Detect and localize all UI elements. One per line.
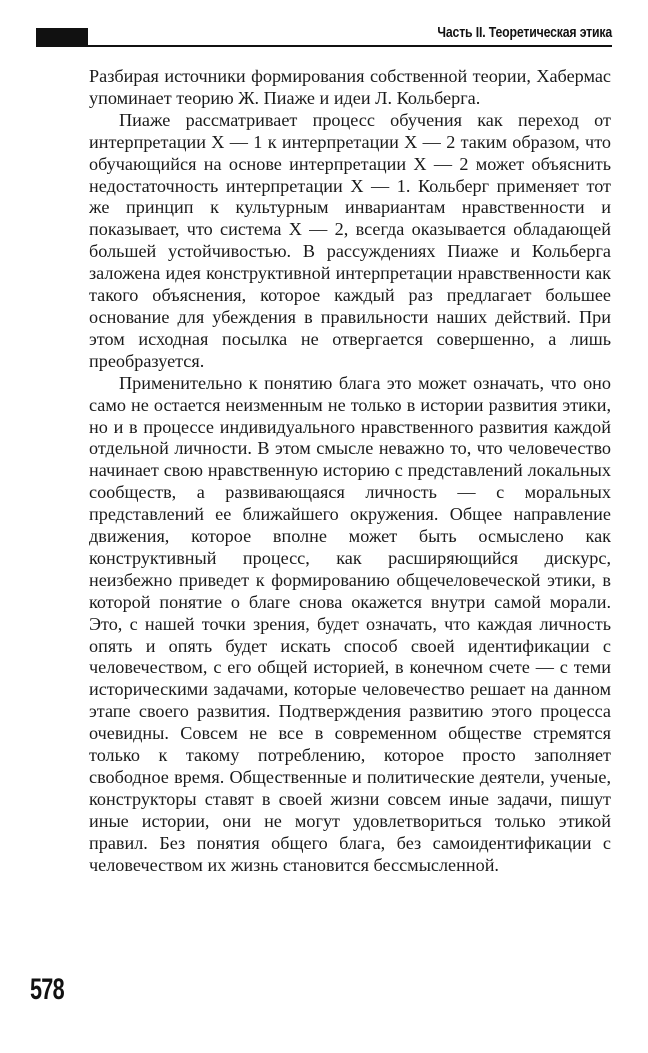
paragraph-2: Пиаже рассматривает процесс обучения как переход от интерпретации X — 1 к интерпретации X — 2 таким образом, что обучающийся на основе интерпретации X — 2 может объяснить недостаточность интерпретации X — 1. Кольберг применяет тот же принцип к культурным инвариантам нравственности и показывает, что система X — 2, всегда оказывается обладающей большей устойчивостью. В рассуждениях Пиаже и Кольберга заложена идея конструктивной интерпретации нравственности как такого объяснения, которое каждый раз предлагает большее основание для убеждения в правильности наших действий. При этом исходная посылка не отвергается совершенно, а лишь преобразуется. (89, 109, 611, 371)
body-text (89, 66, 611, 877)
header-black-bar (36, 28, 88, 45)
paragraph-1: Разбирая источники формирования собственной теории, Хабермас упоминает теорию Ж. Пиаже и идеи Л. Кольберга. (89, 66, 611, 108)
paragraph-3: Применительно к понятию блага это может означать, что оно само не остается неизменным не только в истории развития этики, но и в процессе индивидуального нравственного развития каждой отдельной личности. В этом смысле неважно то, что человечество начинает свою нравственную историю с представлений локальных сообществ, а развивающаяся личность — с моральных представлений ее ближайшего окружения. Общее направление движения, которое вполне может быть осмыслено как конструктивный процесс, как расширяющийся дискурс, неизбежно приведет к формированию общечеловеческой этики, в которой понятие о благе снова окажется внутри самой морали. Это, с нашей точки зрения, будет означать, что каждая личность опять и опять будет искать способ своей идентификации с человечеством, с его общей историей, в конечном счете — с теми историческими задачами, которые человечество решает на данном этапе своего развития. Подтверждения развитию этого процесса очевидны. Совсем не все в современном обществе стремятся только к такому потреблению, которое просто заполняет свободное время. Общественные и политические деятели, ученые, конструкторы ставят в своей жизни совсем иные задачи, пишут иные истории, они не могут удовлетвориться только этикой правил. Без понятия общего блага, без самоидентификации с человечеством их жизнь становится бессмысленной. (89, 372, 611, 875)
page-number: 578 (30, 973, 64, 1006)
running-header-title: Часть II. Теоретическая этика (437, 24, 612, 41)
header-rule (36, 45, 612, 47)
